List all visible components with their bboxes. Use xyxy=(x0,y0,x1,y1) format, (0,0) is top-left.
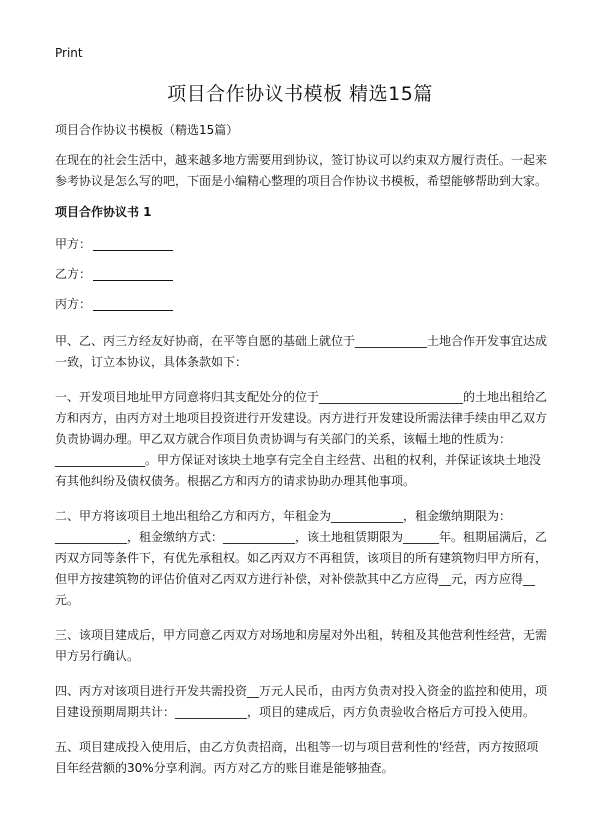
party-blank xyxy=(93,296,173,311)
party-blank xyxy=(93,236,173,251)
paragraph-clause-4: 四、丙方对该项目进行开发共需投资__万元人民币，由丙方负责对投入资金的监控和使用，项目建设预期周期共计：____________，项目的建成后，丙方负责验收合格后方可投入使用。 xyxy=(55,684,548,719)
section-heading: 项目合作协议书 1 xyxy=(55,205,152,219)
party-blank xyxy=(93,266,173,281)
document-title: 项目合作协议书模板 精选15篇 xyxy=(167,83,433,105)
party-bing xyxy=(55,293,550,315)
paragraph-preamble: 甲、乙、丙三方经友好协商，在平等自愿的基础上就位于____________土地合作开发事宜达成一致，订立本协议，具体条款如下： xyxy=(55,334,548,369)
paragraph-clause-3: 三、该项目建成后，甲方同意乙丙双方对场地和房屋对外出租，转租及其他营利性经营，无需甲方另行确认。 xyxy=(55,628,548,663)
intro-paragraph: 在现在的社会生活中，越来越多地方需要用到协议，签订协议可以约束双方履行责任。一起来参考协议是怎么写的吧，下面是小编精心整理的项目合作协议书模板，希望能够帮助到大家。 xyxy=(55,153,548,188)
party-yi xyxy=(55,263,550,285)
party-jia xyxy=(55,233,550,255)
party-label: 乙方： xyxy=(55,267,92,281)
party-label: 甲方： xyxy=(55,237,92,251)
print-link[interactable]: Print xyxy=(55,46,83,60)
document-subtitle: 项目合作协议书模板（精选15篇） xyxy=(55,123,239,137)
paragraph-clause-1: 一、开发项目地址甲方同意将归其支配处分的位于________________________的土地出租给乙方和丙方，由丙方对土地项目投资进行开发建设。丙方进行开发建设所需法律手续由甲乙双方负责协调办理。甲乙双方就合作项目负责协调与有关部门的关系，该幅土地的性质为：_______________。甲方保证对该块土地享有完全自主经营、出租的权利，并保证该块土地没有其他纠纷及债权债务。根据乙方和丙方的请求协助办理其他事项。 xyxy=(55,390,548,488)
paragraph-clause-5: 五、项目建成投入使用后，由乙方负责招商，出租等一切与项目营利性的'经营，丙方按照项目年经营额的30%分享利润。丙方对乙方的账目谁是能够抽查。 xyxy=(55,740,539,775)
party-label: 丙方： xyxy=(55,297,92,311)
document-body xyxy=(55,120,550,779)
paragraph-clause-2: 二、甲方将该项目土地出租给乙方和丙方，年租金为____________，租金缴纳期限为：____________，租金缴纳方式：____________，该土地租赁期限为______年。租期届满后，乙丙双方同等条件下，有优先承租权。如乙丙双方不再租赁，该项目的所有建筑物归甲方所有，但甲方按建筑物的评估价值对乙丙双方进行补偿，对补偿款其中乙方应得__元，丙方应得__元。 xyxy=(55,509,548,607)
